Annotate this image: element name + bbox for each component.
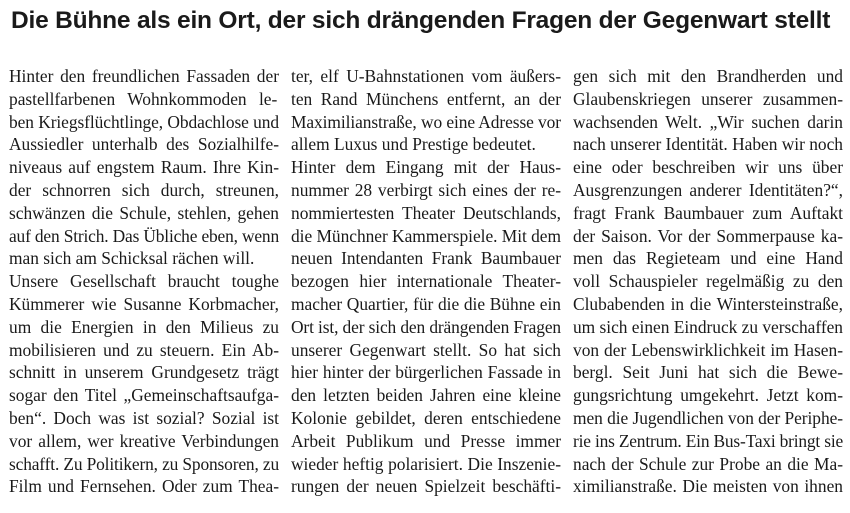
text-line: auf den Strich. Das Übliche eben, wenn — [9, 225, 279, 246]
text-line: bergl. Seit Juni hat sich die Bewe- — [573, 362, 843, 383]
text-line: um die Energien in den Milieus zu — [9, 316, 279, 337]
text-line: gen sich mit den Brandherden und — [573, 66, 843, 86]
text-line: eine oder beschreiben wir uns über — [573, 157, 843, 178]
text-line: ben Kriegsflüchtlinge, Obdachlose und — [9, 111, 279, 132]
text-line: mobilisieren und zu steuern. Ein Ab- — [9, 339, 279, 360]
text-line: Ort ist, der sich den drängenden Fragen — [291, 316, 561, 337]
text-line: Unsere Gesellschaft braucht toughe — [9, 271, 279, 292]
text-line: fragt Frank Baumbauer zum Auftakt — [573, 202, 843, 223]
text-line: ben“. Doch was ist sozial? Sozial ist — [9, 407, 279, 428]
text-line: Glaubenskriegen unserer zusammen- — [573, 88, 843, 109]
text-line: pastellfarbenen Wohnkommoden le- — [9, 88, 278, 109]
text-line: Hinter den freundlichen Fassaden der — [9, 66, 279, 86]
text-line: Aussiedler unterhalb des Sozialhilfe- — [9, 134, 279, 155]
text-line: der Saison. Vor der Sommerpause ka- — [573, 225, 843, 246]
text-line: sogar den Titel „Gemeinschaftsaufga- — [9, 385, 279, 406]
text-line: allem Luxus und Prestige bedeutet. — [291, 134, 536, 155]
text-line: neuen Intendanten Frank Baumbauer — [291, 248, 561, 269]
text-line: den letzten beiden Jahren eine kleine — [291, 385, 561, 406]
text-line: ten Rand Münchens entfernt, an der — [291, 88, 561, 109]
text-line: nummer 28 verbirgt sich eines der re- — [291, 179, 561, 200]
text-line: gungsrichtung umgekehrt. Jetzt kom- — [573, 385, 843, 406]
text-line: wieder heftig polarisiert. Die Inszenie- — [291, 453, 561, 474]
text-line: voll Schauspieler regelmäßig zu den — [573, 271, 843, 292]
text-line: schafft. Zu Politikern, zu Sponsoren, zu — [9, 453, 279, 474]
text-line: Arbeit Publikum und Presse immer — [291, 430, 561, 451]
text-line: von der Lebenswirklichkeit im Hasen- — [573, 339, 843, 360]
text-line: ximilianstraße. Die meisten von ihnen — [573, 476, 843, 497]
text-line: um sich einen Eindruck zu verschaffen — [573, 316, 843, 337]
article-headline: Die Bühne als ein Ort, der sich drängenden Fragen der Gegenwart stellt — [11, 7, 831, 34]
article-column-2 — [291, 65, 561, 498]
text-line: hier hinter der bürgerlichen Fassade in — [291, 362, 561, 383]
text-line: men das Regieteam und eine Hand — [573, 248, 843, 269]
text-line: schwänzen die Schule, stehlen, gehen — [9, 202, 279, 223]
text-line: rungen der neuen Spielzeit beschäfti- — [291, 476, 561, 497]
text-line: die Münchner Kammerspiele. Mit dem — [291, 225, 561, 246]
text-line: vor allem, wer kreative Verbindungen — [9, 430, 279, 451]
text-line: der schnorren sich durch, streunen, — [9, 179, 279, 200]
text-line: unserer Gegenwart stellt. So hat sich — [291, 339, 561, 360]
text-line: Kümmerer wie Susanne Korbmacher, — [9, 293, 279, 314]
text-line: nach der Schule zur Probe an die Ma- — [573, 453, 843, 474]
article-column-3 — [573, 65, 843, 498]
text-line: Maximilianstraße, wo eine Adresse vor — [291, 111, 561, 132]
article-column-1 — [9, 65, 279, 498]
text-line: rie ins Zentrum. Ein Bus-Taxi bringt sie — [573, 430, 843, 451]
text-line: nach unserer Identität. Haben wir noch — [573, 134, 843, 155]
text-line: men die Jugendlichen von der Periphe- — [573, 407, 843, 428]
text-line: Film und Fernsehen. Oder zum Thea- — [9, 476, 279, 497]
text-line: macher Quartier, für die die Bühne ein — [291, 293, 561, 314]
text-line: Kolonie gebildet, deren entschiedene — [291, 407, 561, 428]
text-line: Hinter dem Eingang mit der Haus- — [291, 157, 561, 178]
text-line: wachsenden Welt. „Wir suchen darin — [573, 111, 843, 132]
text-line: nommiertesten Theater Deutschlands, — [291, 202, 561, 223]
text-line: man sich am Schicksal rächen will. — [9, 248, 255, 269]
text-line: schnitt in unserem Grundgesetz trägt — [9, 362, 279, 383]
text-line: bezogen hier internationale Theater- — [291, 271, 561, 292]
text-line: niveaus auf engstem Raum. Ihre Kin- — [9, 157, 279, 178]
text-line: Ausgrenzungen anderer Identitäten?“, — [573, 179, 843, 200]
text-line: Clubabenden in die Wintersteinstraße, — [573, 293, 843, 314]
text-line: ter, elf U-Bahnstationen vom äußers- — [291, 66, 561, 86]
